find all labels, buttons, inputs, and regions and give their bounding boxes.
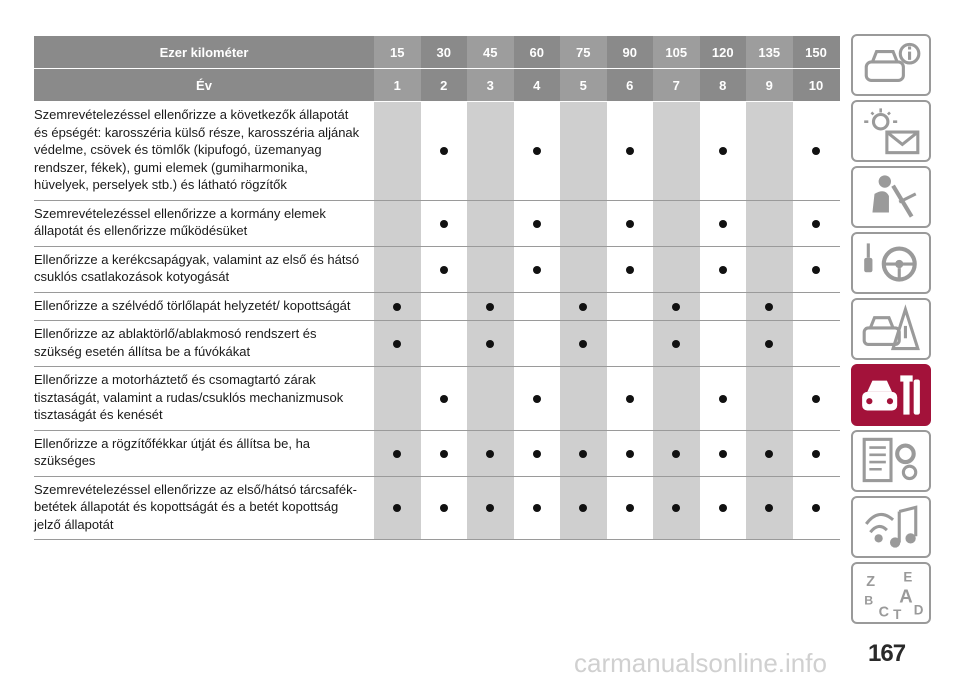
- check-dot-icon: [533, 147, 541, 155]
- nav-tab-car-accident[interactable]: [851, 298, 931, 360]
- interval-cell: [793, 367, 840, 431]
- document-gear-icon: [858, 435, 924, 487]
- check-dot-icon: [626, 147, 634, 155]
- check-dot-icon: [812, 266, 820, 274]
- check-dot-icon: [440, 266, 448, 274]
- check-dot-icon: [486, 340, 494, 348]
- warning-lights-icon: [858, 105, 924, 157]
- interval-cell: [607, 367, 654, 431]
- interval-cell: [653, 321, 700, 367]
- check-dot-icon: [765, 504, 773, 512]
- svg-text:T: T: [893, 606, 902, 619]
- svg-text:E: E: [903, 569, 913, 585]
- svg-text:A: A: [899, 585, 913, 607]
- check-dot-icon: [812, 147, 820, 155]
- interval-cell: [560, 476, 607, 540]
- interval-cell: [514, 292, 561, 321]
- interval-cell: [514, 321, 561, 367]
- table-row: [34, 200, 840, 246]
- interval-cell: [746, 200, 793, 246]
- check-dot-icon: [812, 504, 820, 512]
- interval-cell: [374, 292, 421, 321]
- row-description: Ellenőrizze az ablaktörlő/ablakmosó rendszert és szükség esetén állítsa be a fúvókákat: [34, 321, 374, 367]
- header-label-km: Ezer kilométer: [34, 36, 374, 69]
- header-row-year: [34, 69, 840, 102]
- interval-cell: [374, 430, 421, 476]
- interval-cell: [467, 367, 514, 431]
- header-year-cell: 7: [653, 69, 700, 102]
- interval-cell: [560, 367, 607, 431]
- interval-cell: [700, 430, 747, 476]
- interval-cell: [746, 246, 793, 292]
- header-km-cell: 60: [514, 36, 561, 69]
- interval-cell: [793, 200, 840, 246]
- interval-cell: [746, 476, 793, 540]
- interval-cell: [653, 476, 700, 540]
- table-row: [34, 476, 840, 540]
- check-dot-icon: [812, 395, 820, 403]
- seat-safety-icon: [858, 171, 924, 223]
- interval-cell: [607, 321, 654, 367]
- interval-cell: [467, 292, 514, 321]
- interval-cell: [793, 430, 840, 476]
- header-row-km: [34, 36, 840, 69]
- page-number: 167: [868, 640, 906, 667]
- header-km-cell: 45: [467, 36, 514, 69]
- check-dot-icon: [812, 450, 820, 458]
- header-km-cell: 105: [653, 36, 700, 69]
- header-year-cell: 1: [374, 69, 421, 102]
- interval-cell: [467, 200, 514, 246]
- interval-cell: [746, 292, 793, 321]
- check-dot-icon: [533, 220, 541, 228]
- interval-cell: [700, 246, 747, 292]
- interval-cell: [560, 102, 607, 201]
- row-description: Szemrevételezéssel ellenőrizze a következők állapotát és épségét: karosszéria külső része, karosszéria aljának védelme, csövek és tömlők (kipufogó, üzemanyag rendszer, fékek), gumi elemek (gumiharmonika, hüvelyek, perselyek stb.) és látható rögzítők: [34, 102, 374, 201]
- interval-cell: [421, 102, 468, 201]
- check-dot-icon: [719, 220, 727, 228]
- interval-cell: [793, 102, 840, 201]
- check-dot-icon: [579, 303, 587, 311]
- key-steering-icon: [858, 237, 924, 289]
- check-dot-icon: [486, 303, 494, 311]
- interval-cell: [514, 367, 561, 431]
- interval-cell: [653, 430, 700, 476]
- check-dot-icon: [393, 303, 401, 311]
- check-dot-icon: [533, 266, 541, 274]
- interval-cell: [374, 367, 421, 431]
- interval-cell: [421, 476, 468, 540]
- check-dot-icon: [812, 220, 820, 228]
- interval-cell: [514, 102, 561, 201]
- check-dot-icon: [486, 504, 494, 512]
- table-row: [34, 292, 840, 321]
- header-year-cell: 6: [607, 69, 654, 102]
- interval-cell: [467, 476, 514, 540]
- check-dot-icon: [765, 450, 773, 458]
- maintenance-schedule-table: [34, 36, 840, 540]
- side-navigation: [851, 34, 933, 628]
- table-row: [34, 321, 840, 367]
- interval-cell: [514, 476, 561, 540]
- check-dot-icon: [393, 340, 401, 348]
- interval-cell: [374, 476, 421, 540]
- row-description: Szemrevételezéssel ellenőrizze az első/hátsó tárcsafék-betétek állapotát és kopottságát és a betét kopottság jelző állapotát: [34, 476, 374, 540]
- interval-cell: [653, 102, 700, 201]
- header-year-cell: 4: [514, 69, 561, 102]
- check-dot-icon: [486, 450, 494, 458]
- check-dot-icon: [626, 266, 634, 274]
- check-dot-icon: [765, 340, 773, 348]
- header-year-cell: 10: [793, 69, 840, 102]
- interval-cell: [653, 246, 700, 292]
- check-dot-icon: [626, 395, 634, 403]
- interval-cell: [793, 246, 840, 292]
- interval-cell: [793, 476, 840, 540]
- interval-cell: [653, 367, 700, 431]
- interval-cell: [421, 200, 468, 246]
- interval-cell: [746, 321, 793, 367]
- car-accident-icon: [858, 303, 924, 355]
- check-dot-icon: [533, 395, 541, 403]
- interval-cell: [374, 102, 421, 201]
- interval-cell: [700, 292, 747, 321]
- interval-cell: [560, 200, 607, 246]
- check-dot-icon: [393, 450, 401, 458]
- interval-cell: [793, 321, 840, 367]
- watermark-text: carmanualsonline.info: [574, 648, 827, 678]
- interval-cell: [421, 321, 468, 367]
- nav-tab-key-steering[interactable]: [851, 232, 931, 294]
- car-service-wrench-icon: [858, 369, 924, 421]
- check-dot-icon: [393, 504, 401, 512]
- check-dot-icon: [579, 450, 587, 458]
- nav-tab-document-gear[interactable]: [851, 430, 931, 492]
- header-year-cell: 5: [560, 69, 607, 102]
- check-dot-icon: [672, 450, 680, 458]
- check-dot-icon: [440, 147, 448, 155]
- interval-cell: [467, 430, 514, 476]
- interval-cell: [746, 430, 793, 476]
- alphabet-index-icon: [858, 567, 924, 619]
- header-km-cell: 135: [746, 36, 793, 69]
- check-dot-icon: [719, 147, 727, 155]
- interval-cell: [467, 246, 514, 292]
- check-dot-icon: [719, 504, 727, 512]
- svg-text:C: C: [878, 604, 890, 619]
- interval-cell: [607, 200, 654, 246]
- check-dot-icon: [765, 303, 773, 311]
- interval-cell: [421, 430, 468, 476]
- interval-cell: [653, 292, 700, 321]
- interval-cell: [607, 430, 654, 476]
- header-km-cell: 90: [607, 36, 654, 69]
- interval-cell: [374, 200, 421, 246]
- header-year-cell: 9: [746, 69, 793, 102]
- check-dot-icon: [626, 220, 634, 228]
- svg-text:Z: Z: [866, 573, 876, 590]
- check-dot-icon: [719, 266, 727, 274]
- check-dot-icon: [533, 504, 541, 512]
- check-dot-icon: [626, 504, 634, 512]
- interval-cell: [607, 246, 654, 292]
- interval-cell: [514, 200, 561, 246]
- interval-cell: [746, 367, 793, 431]
- interval-cell: [560, 246, 607, 292]
- svg-text:B: B: [864, 593, 874, 608]
- interval-cell: [421, 246, 468, 292]
- interval-cell: [700, 367, 747, 431]
- header-km-cell: 15: [374, 36, 421, 69]
- header-year-cell: 3: [467, 69, 514, 102]
- interval-cell: [607, 102, 654, 201]
- table-row: [34, 367, 840, 431]
- interval-cell: [607, 292, 654, 321]
- interval-cell: [607, 476, 654, 540]
- row-description: Ellenőrizze a motorháztető és csomagtartó zárak tisztaságát, valamint a rudas/csuklós mechanizmusok tisztaságát és kenését: [34, 367, 374, 431]
- table-row: [34, 102, 840, 201]
- check-dot-icon: [440, 220, 448, 228]
- interval-cell: [700, 200, 747, 246]
- interval-cell: [560, 321, 607, 367]
- header-year-cell: 2: [421, 69, 468, 102]
- svg-text:D: D: [913, 602, 924, 618]
- interval-cell: [700, 476, 747, 540]
- interval-cell: [793, 292, 840, 321]
- check-dot-icon: [579, 340, 587, 348]
- interval-cell: [514, 430, 561, 476]
- interval-cell: [746, 102, 793, 201]
- interval-cell: [467, 102, 514, 201]
- header-km-cell: 30: [421, 36, 468, 69]
- check-dot-icon: [672, 340, 680, 348]
- interval-cell: [421, 367, 468, 431]
- interval-cell: [514, 246, 561, 292]
- check-dot-icon: [579, 504, 587, 512]
- nav-tab-antenna-music[interactable]: [851, 496, 931, 558]
- interval-cell: [374, 321, 421, 367]
- check-dot-icon: [672, 303, 680, 311]
- header-km-cell: 120: [700, 36, 747, 69]
- interval-cell: [653, 200, 700, 246]
- interval-cell: [421, 292, 468, 321]
- nav-tab-car-info[interactable]: [851, 34, 931, 96]
- header-label-year: Év: [34, 69, 374, 102]
- check-dot-icon: [440, 395, 448, 403]
- interval-cell: [467, 321, 514, 367]
- check-dot-icon: [719, 450, 727, 458]
- check-dot-icon: [719, 395, 727, 403]
- interval-cell: [560, 292, 607, 321]
- header-km-cell: 150: [793, 36, 840, 69]
- check-dot-icon: [533, 450, 541, 458]
- row-description: Ellenőrizze a rögzítőfékkar útját és állítsa be, ha szükséges: [34, 430, 374, 476]
- check-dot-icon: [440, 504, 448, 512]
- header-km-cell: 75: [560, 36, 607, 69]
- interval-cell: [560, 430, 607, 476]
- antenna-music-icon: [858, 501, 924, 553]
- interval-cell: [700, 102, 747, 201]
- car-info-icon: [858, 39, 924, 91]
- nav-tab-warning-lights[interactable]: [851, 100, 931, 162]
- maintenance-table-container: [34, 36, 839, 540]
- table-row: [34, 430, 840, 476]
- header-year-cell: 8: [700, 69, 747, 102]
- row-description: Ellenőrizze a szélvédő törlőlapát helyzetét/ kopottságát: [34, 292, 374, 321]
- check-dot-icon: [672, 504, 680, 512]
- row-description: Szemrevételezéssel ellenőrizze a kormány elemek állapotát és ellenőrizze működésüket: [34, 200, 374, 246]
- nav-tab-seat-safety[interactable]: [851, 166, 931, 228]
- interval-cell: [700, 321, 747, 367]
- check-dot-icon: [440, 450, 448, 458]
- interval-cell: [374, 246, 421, 292]
- nav-tab-alphabet-index[interactable]: [851, 562, 931, 624]
- row-description: Ellenőrizze a kerékcsapágyak, valamint az első és hátsó csuklós csatlakozások kotyogását: [34, 246, 374, 292]
- table-row: [34, 246, 840, 292]
- check-dot-icon: [626, 450, 634, 458]
- nav-tab-car-service-wrench[interactable]: [851, 364, 931, 426]
